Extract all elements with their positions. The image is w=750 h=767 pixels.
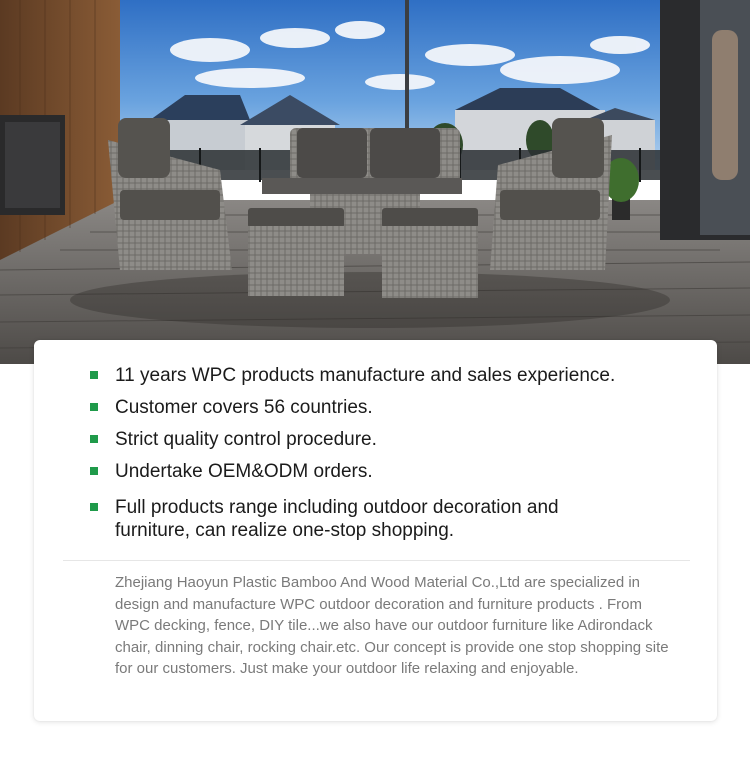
feature-item: [90, 428, 690, 451]
patio-scene-illustration: [0, 0, 750, 364]
feature-text: Strict quality control procedure.: [115, 429, 377, 450]
feature-item: [90, 460, 690, 483]
green-square-bullet-icon: [90, 503, 98, 511]
hero-image: [0, 0, 750, 364]
feature-text: Undertake OEM&ODM orders.: [115, 461, 373, 482]
feature-item: [90, 396, 690, 419]
green-square-bullet-icon: [90, 371, 98, 379]
green-square-bullet-icon: [90, 435, 98, 443]
feature-text: Full products range including outdoor decoration and furniture, can realize one-stop shopping.: [115, 497, 559, 541]
company-info-card: [34, 340, 717, 721]
green-square-bullet-icon: [90, 403, 98, 411]
green-square-bullet-icon: [90, 467, 98, 475]
feature-text: 11 years WPC products manufacture and sales experience.: [115, 365, 616, 386]
feature-item: [90, 364, 690, 387]
feature-list: [90, 364, 690, 551]
company-description: Zhejiang Haoyun Plastic Bamboo And Wood Material Co.,Ltd are specialized in design and manufacture WPC outdoor decoration and furniture products . From WPC decking, fence, DIY tile...we also have our outdoor furniture like Adirondack chair, dinning chair, rocking chair.etc. Our concept is provide one stop shopping site for our customers. Just make your outdoor life relaxing and enjoyable.: [115, 574, 669, 677]
divider: [63, 560, 690, 561]
feature-text: Customer covers 56 countries.: [115, 397, 373, 418]
feature-item: [90, 496, 690, 542]
